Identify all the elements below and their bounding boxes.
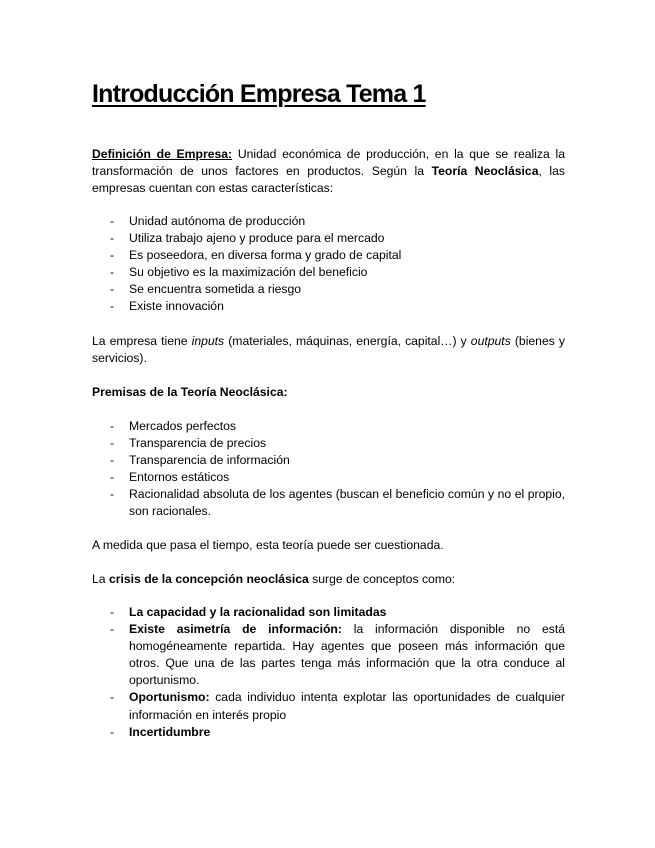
definition-text-before: Unidad económica de producción, en la que se realiza la transformación de unos factores en productos. Según la	[92, 147, 565, 179]
crisis-bold: crisis de la concepción neoclásica	[108, 572, 309, 586]
list-dash: -	[110, 690, 115, 705]
list-item	[92, 486, 565, 520]
list-item	[92, 724, 565, 741]
premises-list	[92, 418, 565, 521]
list-item-text: Incertidumbre	[129, 724, 211, 739]
list-item	[92, 621, 565, 689]
definition-paragraph	[92, 146, 565, 197]
asymmetry-text: la información disponible no está homogéneamente repartida. Hay agentes que poseen más información que otros. Que una de las partes tenga más información que la otra conduce al oportunismo.	[129, 622, 565, 688]
list-dash: -	[110, 231, 115, 246]
list-item-text: Entornos estáticos	[129, 470, 230, 485]
io-text-1: La empresa tiene	[92, 334, 192, 348]
list-item	[92, 298, 565, 315]
opportunism-label: Oportunismo:	[129, 690, 210, 705]
list-item-text: Se encuentra sometida a riesgo	[129, 282, 302, 297]
list-dash: -	[110, 282, 115, 297]
asymmetry-label: Existe asimetría de información:	[129, 622, 342, 637]
definition-bold-term: Teoría Neoclásica	[431, 164, 539, 179]
list-item-text: Racionalidad absoluta de los agentes (buscan el beneficio común y no el propio, son racionales.	[129, 487, 565, 519]
list-item	[92, 230, 565, 247]
premises-heading: Premisas de la Teoría Neoclásica:	[92, 385, 288, 399]
crisis-intro-paragraph	[92, 571, 565, 588]
list-dash: -	[110, 470, 115, 485]
time-paragraph: A medida que pasa el tiempo, esta teoría puede ser cuestionada.	[92, 538, 444, 552]
list-item-text: Es poseedora, en diversa forma y grado de capital	[129, 248, 402, 263]
list-dash: -	[110, 419, 115, 433]
list-dash: -	[110, 436, 115, 451]
io-outputs: outputs	[470, 334, 511, 348]
list-item	[92, 247, 565, 264]
list-dash: -	[110, 724, 115, 739]
list-item	[92, 281, 565, 298]
list-dash: -	[110, 214, 115, 228]
io-text-3: (bienes y servicios).	[92, 334, 565, 366]
opportunism-text: cada individuo intenta explotar las oportunidades de cualquier información en interés propio	[129, 690, 565, 722]
definition-text-after: , las empresas cuentan con estas características:	[92, 164, 566, 196]
list-item-text: Transparencia de precios	[129, 436, 267, 451]
list-dash: -	[110, 299, 115, 314]
list-dash: -	[110, 605, 115, 619]
list-item	[92, 604, 565, 621]
list-item	[92, 435, 565, 452]
list-item-text: Su objetivo es la maximización del beneficio	[129, 265, 368, 280]
definition-label: Definición de Empresa:	[92, 147, 233, 161]
page-title: Introducción Empresa Tema 1	[92, 80, 426, 108]
list-item-text: Mercados perfectos	[129, 419, 237, 433]
list-dash: -	[110, 453, 115, 468]
inputs-outputs-paragraph	[92, 333, 565, 367]
characteristics-list	[92, 213, 565, 316]
list-item	[92, 452, 565, 469]
list-item-text: La capacidad y la racionalidad son limitadas	[129, 605, 387, 619]
list-dash: -	[110, 622, 115, 637]
crisis-list	[92, 604, 565, 741]
list-dash: -	[110, 487, 115, 502]
crisis-text-1: La	[92, 572, 109, 586]
list-item	[92, 418, 565, 435]
io-text-2: (materiales, máquinas, energía, capital…) y	[224, 334, 471, 348]
list-dash: -	[110, 265, 115, 280]
list-dash: -	[110, 248, 115, 263]
list-item	[92, 264, 565, 281]
io-inputs: inputs	[191, 334, 225, 348]
list-item	[92, 213, 565, 230]
list-item-text: Existe innovación	[129, 299, 224, 314]
list-item	[92, 689, 565, 723]
list-item-text: Transparencia de información	[129, 453, 290, 468]
list-item-text: Unidad autónoma de producción	[129, 214, 306, 228]
crisis-text-2: surge de conceptos como:	[308, 572, 456, 586]
list-item	[92, 469, 565, 486]
list-item-text: Utiliza trabajo ajeno y produce para el mercado	[129, 231, 385, 246]
